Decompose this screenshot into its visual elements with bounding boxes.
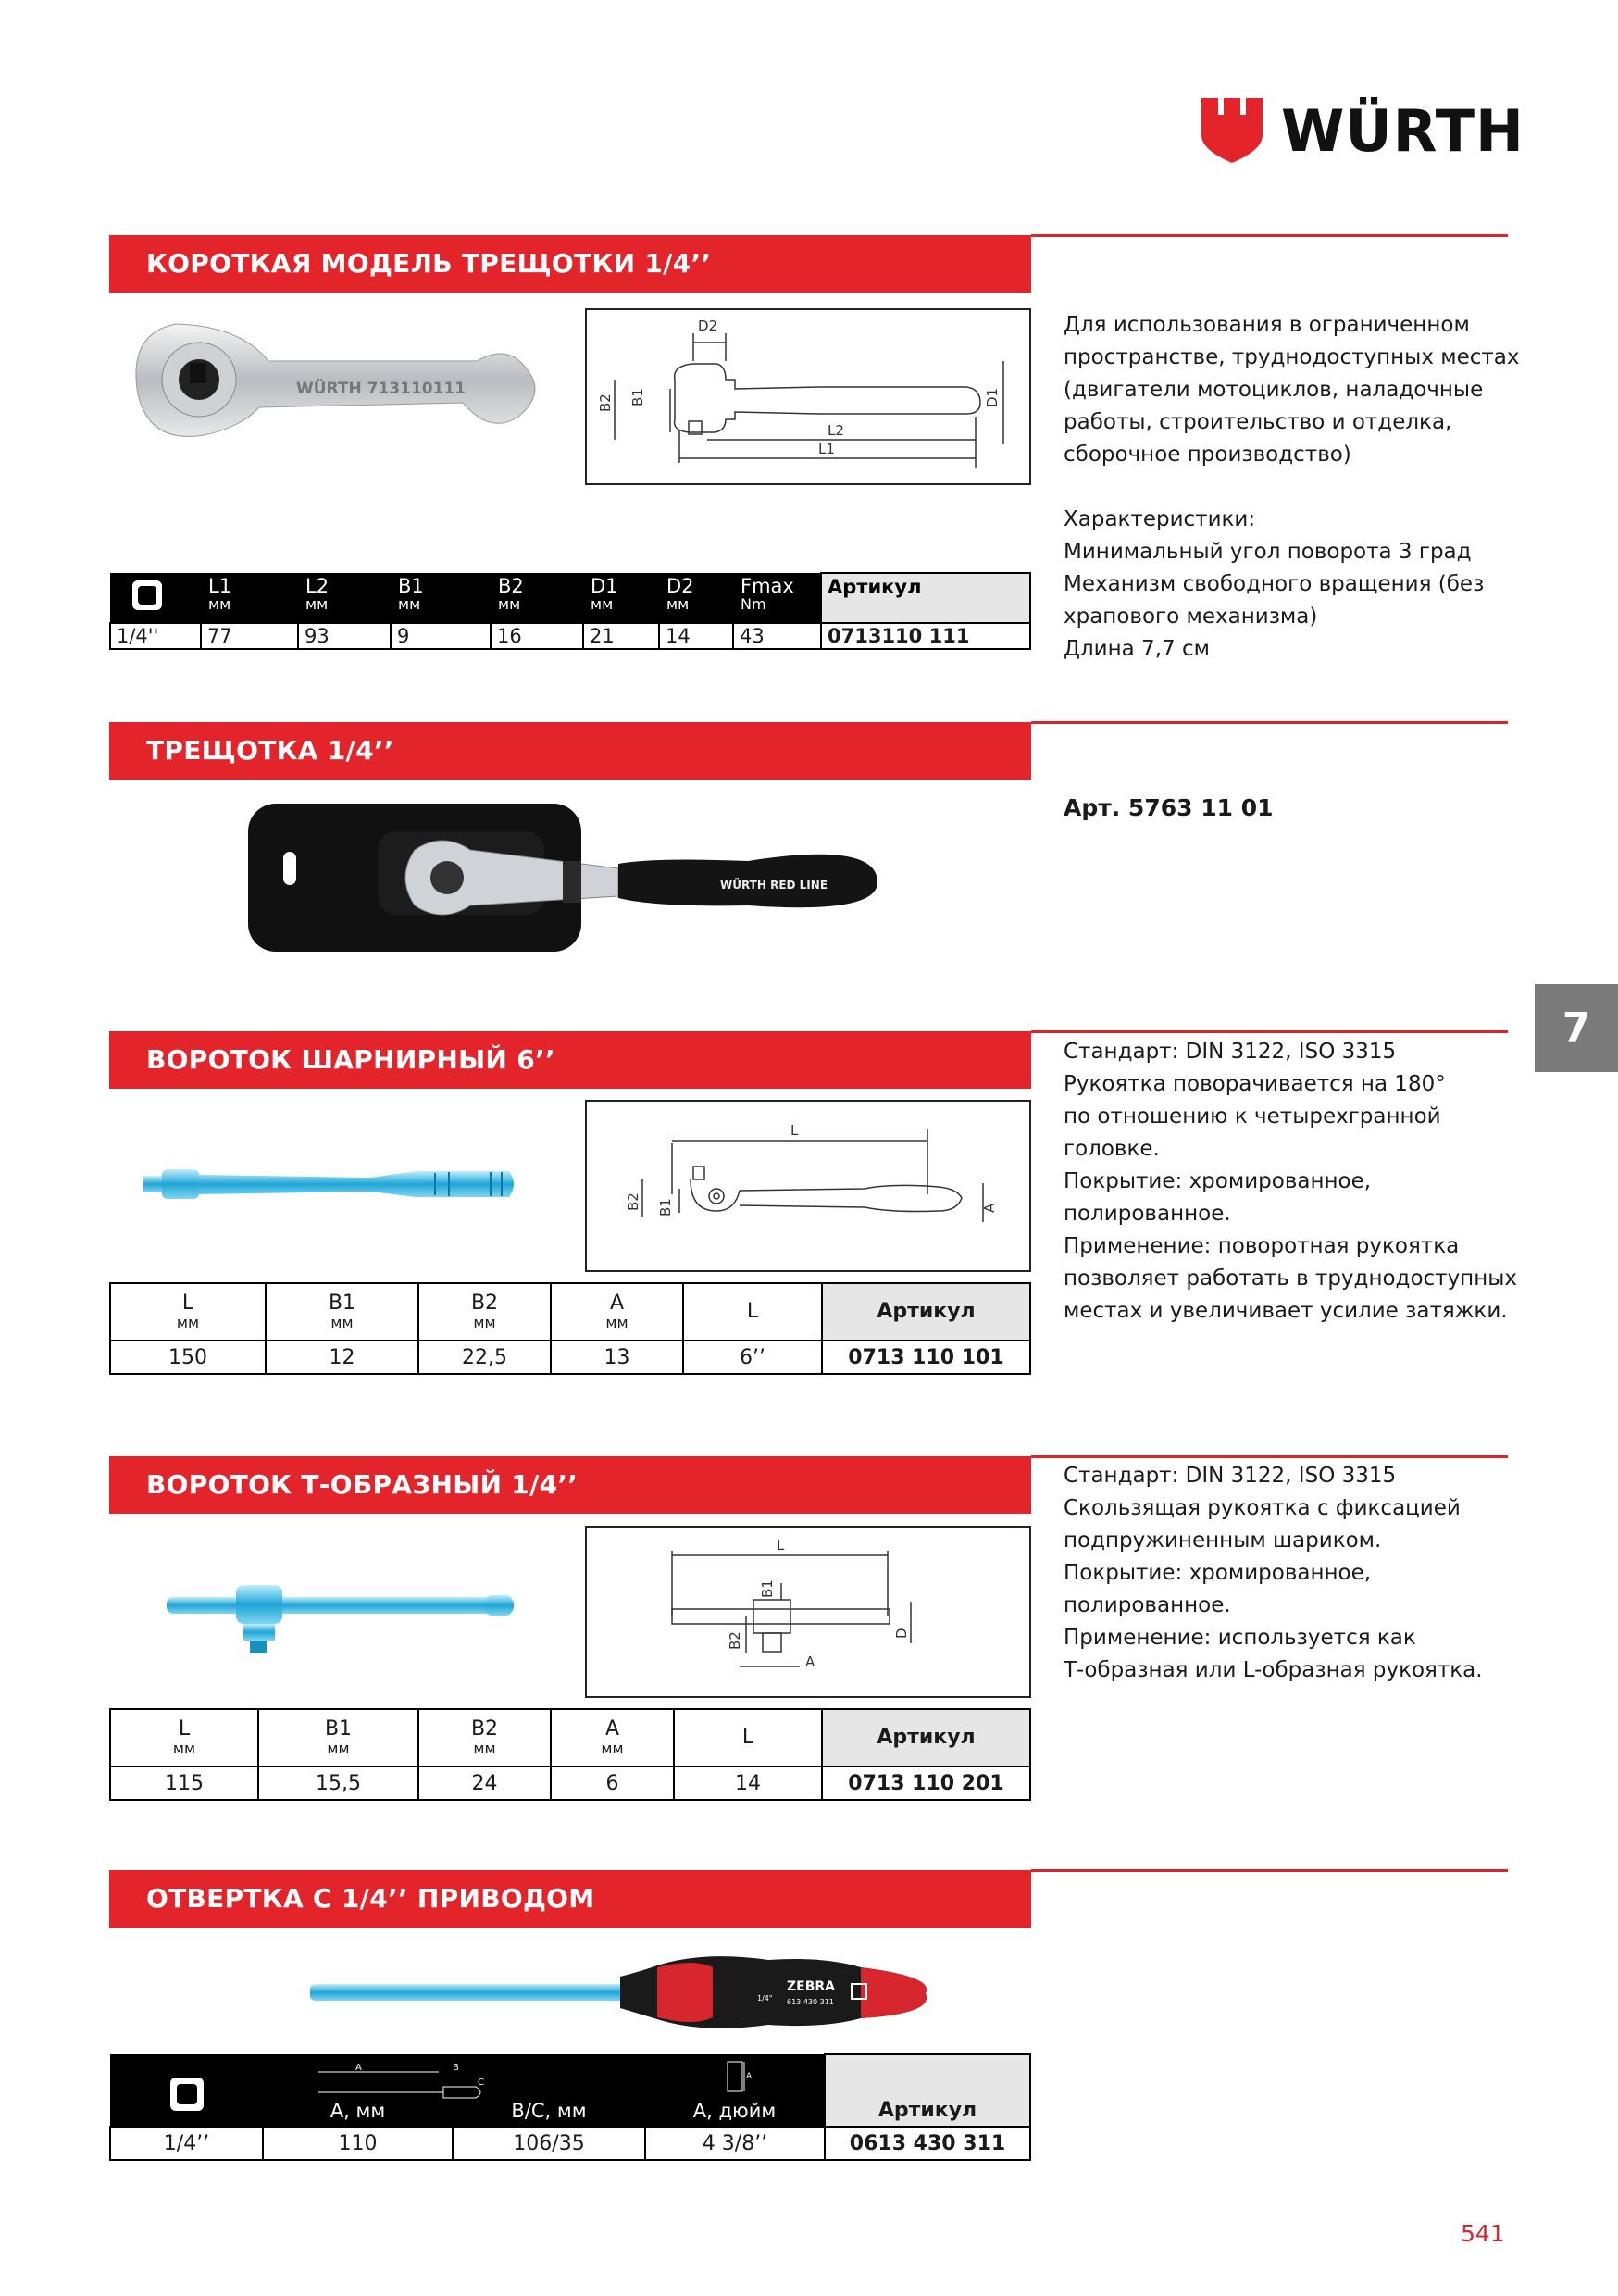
col-header-d2: D2 мм [659,573,733,623]
col-header-d1: D1 мм [583,573,659,623]
description-line: полированное. [1064,1202,1231,1226]
svg-text:C: C [478,2078,484,2088]
photo-marking: ZEBRA [787,1979,836,1994]
description-line [1064,471,1520,504]
col-header-l2: L2 мм [298,573,391,623]
col-header-article: Артикул [821,573,1030,623]
drive-square-icon [110,573,201,623]
spec-table [109,1708,1031,1801]
spec-table [109,1282,1031,1375]
section-description [1064,309,1520,666]
col-header-l-inch: L [683,1283,822,1341]
brand-logo-text: WÜRTH [1281,97,1525,165]
label-b1: B1 [759,1579,776,1598]
description-line: Длина 7,7 см [1064,637,1210,661]
label-a: A [805,1653,815,1670]
photo-marking-2: 1/4" [757,1994,773,2003]
description-line: пространстве, труднодоступных местах [1064,345,1520,369]
svg-text:A: A [745,2072,752,2081]
table-cell: 12 [266,1341,418,1374]
chapter-tab[interactable]: 7 [1535,984,1618,1072]
description-line: Применение: используется как [1064,1626,1416,1650]
screwdriver-photo [305,1949,935,2037]
table-row [110,1341,1030,1374]
description-line: Характеристики: [1064,507,1256,531]
col-header-a: A мм [551,1709,674,1766]
col-header-b1: B1 мм [391,573,491,623]
description-line: Стандарт: DIN 3122, ISO 3315 [1064,1040,1397,1064]
description-line: головке. [1064,1137,1160,1161]
label-b2: B2 [625,1192,641,1211]
table-cell: 106/35 [453,2127,645,2160]
section-description [1064,1460,1483,1687]
table-cell: 115 [110,1766,258,1800]
col-header-article: Артикул [822,1709,1030,1766]
description-line: работы, строительство и отделка, [1064,410,1452,434]
label-l: L [777,1537,785,1554]
drive-square-icon [110,2054,263,2127]
dimension-drawing [585,308,1031,485]
description-line: (двигатели мотоциклов, наладочные [1064,378,1484,402]
description-line: храпового механизма) [1064,605,1318,629]
svg-text:B: B [453,2063,459,2073]
table-row [110,1766,1030,1800]
article-number: 0613 430 311 [825,2127,1030,2160]
header-label: A, мм [330,2100,386,2122]
header-label: A, дюйм [692,2100,777,2122]
table-cell: 93 [298,623,391,649]
col-header-b2: B2 мм [491,573,583,623]
col-header-article: Артикул [822,1283,1030,1341]
table-cell: 110 [263,2127,453,2160]
description-line: Применение: поворотная рукоятка [1064,1234,1460,1258]
table-cell: 1/4’’ [110,2127,263,2160]
section-title: ВОРОТОК ШАРНИРНЫЙ 6’’ [146,1044,555,1075]
section-description [1064,1036,1517,1328]
description-line: сборочное производство) [1064,443,1351,467]
label-l2: L2 [828,422,844,439]
description-line: Механизм свободного вращения (без [1064,572,1485,596]
col-header-l2: L [674,1709,822,1766]
section-title: ВОРОТОК Т-ОБРАЗНЫЙ 1/4’’ [146,1469,579,1500]
table-cell: 1/4'' [110,623,201,649]
description-line: Скользящая рукоятка с фиксацией [1064,1496,1461,1520]
label-d: D [893,1628,910,1639]
col-header-a-inch [645,2054,825,2127]
col-header-fmax: Fmax Nm [733,573,821,623]
section-rule [1031,1455,1508,1458]
description-line: позволяет работать в труднодоступных [1064,1267,1518,1291]
ratchet-with-holder-photo [230,794,896,961]
description-line: местах и увеличивает усилие затяжки. [1064,1299,1508,1323]
table-row [110,2127,1030,2160]
label-b1: B1 [657,1198,674,1217]
table-cell: 14 [659,623,733,649]
section-header [109,235,1031,293]
col-header-l1: L1 мм [201,573,298,623]
dimension-drawing [585,1100,1031,1272]
section-rule [1031,721,1508,724]
dimension-drawing [585,1526,1031,1698]
table-cell: 6 [551,1766,674,1800]
col-header-article: Артикул [825,2054,1030,2127]
table-cell: 16 [491,623,583,649]
table-cell: 43 [733,623,821,649]
description-line: Рукоятка поворачивается на 180° [1064,1072,1446,1096]
section-header [109,1456,1031,1514]
description-line: Покрытие: хромированное, [1064,1561,1372,1585]
section-rule [1031,1030,1508,1033]
photo-marking: WÜRTH 713110111 [296,380,467,398]
table-cell: 13 [551,1341,683,1374]
col-header-a-mm [263,2054,484,2127]
photo-marking-3: 613 430 311 [787,1998,834,2006]
table-cell: 4 3/8’’ [645,2127,825,2160]
label-l1: L1 [818,441,835,457]
table-cell: 24 [418,1766,551,1800]
description-line: Стандарт: DIN 3122, ISO 3315 [1064,1464,1397,1488]
label-d2: D2 [698,318,718,334]
spec-table [109,572,1031,650]
description-line: подпружиненным шариком. [1064,1529,1382,1553]
section-header [109,1031,1031,1089]
article-note: Арт. 5763 11 01 [1064,794,1274,821]
section-title: ТРЕЩОТКА 1/4’’ [146,735,394,766]
hinged-handle-photo [139,1153,528,1217]
section-title: КОРОТКАЯ МОДЕЛЬ ТРЕЩОТКИ 1/4’’ [146,248,712,279]
label-b2: B2 [727,1631,743,1650]
description-line: Минимальный угол поворота 3 град [1064,540,1472,564]
section-title: ОТВЕРТКА С 1/4’’ ПРИВОДОМ [146,1883,595,1914]
description-line: Т-образная или L-образная рукоятка. [1064,1658,1483,1682]
svg-text:A: A [355,2063,362,2073]
article-number: 0713110 111 [821,623,1030,649]
section-header [109,722,1031,780]
col-header-l: L мм [110,1283,266,1341]
t-handle-photo [162,1574,523,1666]
table-cell: 14 [674,1766,822,1800]
description-line: Покрытие: хромированное, [1064,1169,1372,1193]
col-header-b1: B1 мм [266,1283,418,1341]
table-cell: 15,5 [258,1766,418,1800]
table-cell: 77 [201,623,298,649]
table-cell: 22,5 [418,1341,551,1374]
col-header-a: A мм [551,1283,683,1341]
article-number: 0713 110 101 [822,1341,1030,1374]
label-b1: B1 [629,388,646,406]
col-header-b2: B2 мм [418,1709,551,1766]
table-row [110,623,1030,649]
short-ratchet-photo [120,306,555,472]
label-b2: B2 [597,393,614,412]
col-header-b2: B2 мм [418,1283,551,1341]
wurth-logo-icon [1201,98,1263,163]
article-number: 0713 110 201 [822,1766,1030,1800]
section-rule [1031,1869,1508,1872]
label-d1: D1 [984,387,1001,407]
bit-diagram-icon [716,2058,753,2095]
section-header [109,1870,1031,1928]
section-rule [1031,234,1508,237]
description-line: полированное. [1064,1593,1231,1617]
description-line: по отношению к четырехгранной [1064,1104,1441,1129]
col-header-bc-mm: B/C, мм [453,2054,645,2127]
page-number: 541 [1461,2220,1505,2247]
table-cell: 21 [583,623,659,649]
spec-table [109,2053,1031,2161]
col-header-l: L мм [110,1709,258,1766]
col-header-b1: B1 мм [258,1709,418,1766]
table-cell: 150 [110,1341,266,1374]
table-cell: 9 [391,623,491,649]
screwdriver-diagram-icon [263,2061,484,2100]
label-a: A [981,1203,998,1213]
photo-marking: WÜRTH RED LINE [720,879,828,892]
table-cell: 6’’ [683,1341,822,1374]
label-l: L [790,1122,799,1139]
description-line: Для использования в ограниченном [1064,313,1470,337]
